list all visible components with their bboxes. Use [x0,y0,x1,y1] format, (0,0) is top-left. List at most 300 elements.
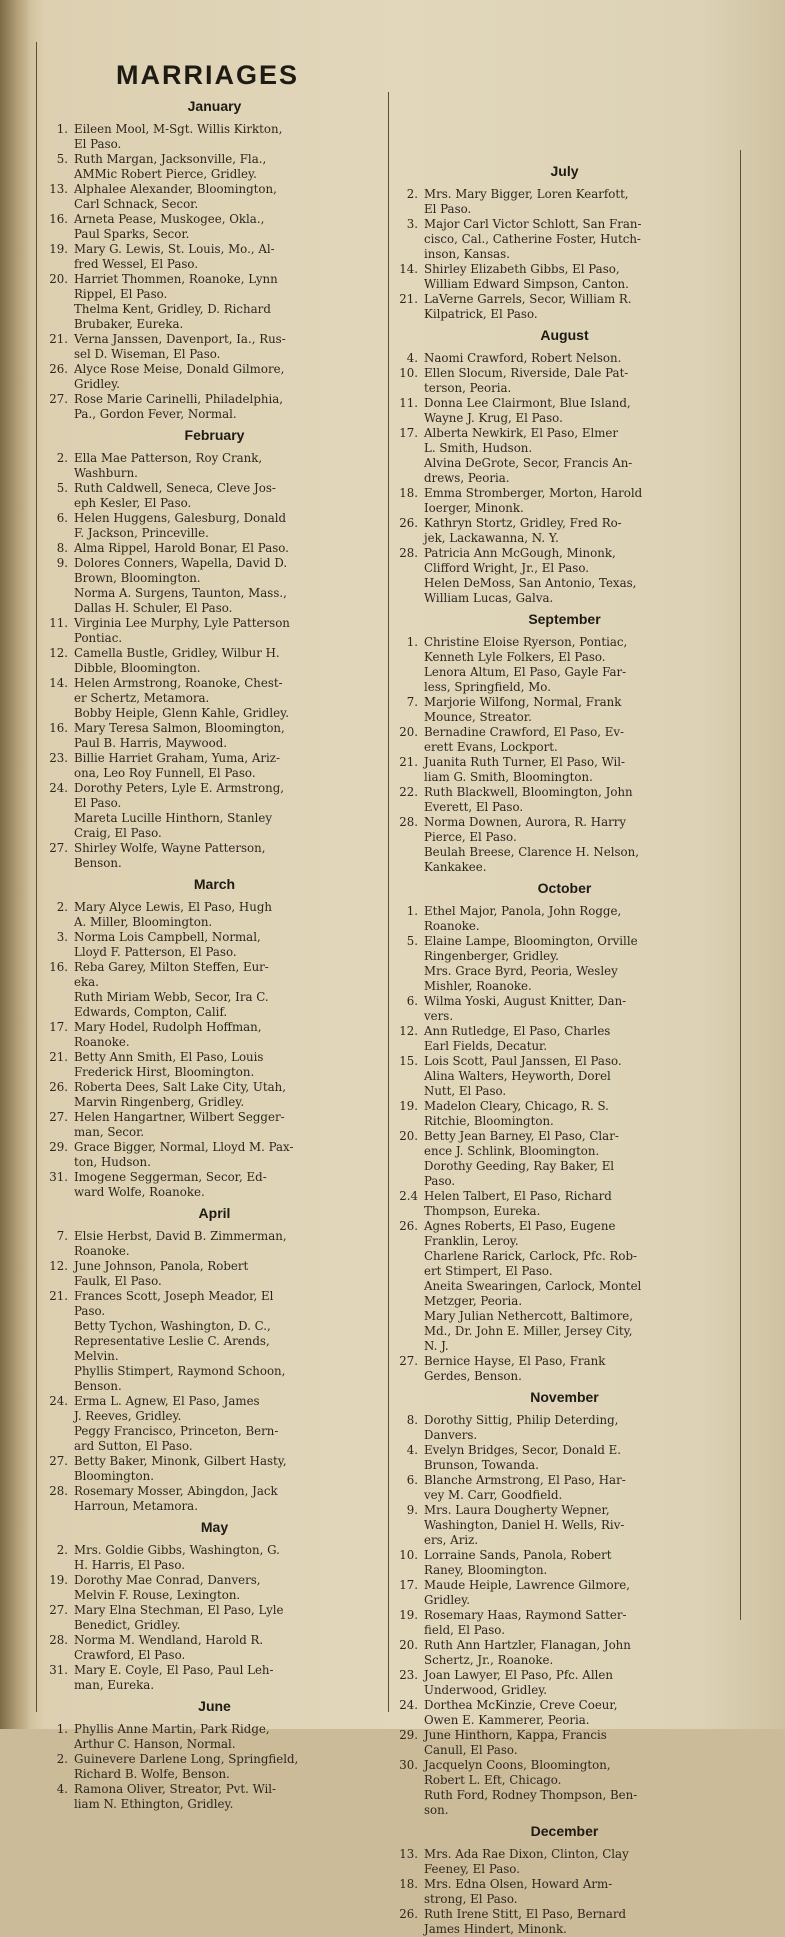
entry-day: 5. [56,152,68,166]
entry-line: Dorthea McKinzie, Creve Coeur, [424,1698,618,1712]
entry-text [74,122,387,152]
month-heading: July [550,163,579,179]
marriage-entry [42,1050,387,1080]
entry-text [424,1189,737,1219]
entry-day: 1. [56,122,68,136]
entry-day: 26. [399,1907,418,1921]
entry-line: Emma Stromberger, Morton, Harold [424,486,643,500]
entry-day: 13. [399,1847,418,1861]
entry-line: El Paso. [74,137,122,151]
marriage-entry [392,1668,737,1698]
entry-day: 27. [49,1454,68,1468]
marriage-entry [392,725,737,755]
marriage-entry [42,272,387,332]
entry-line: Roanoke. [74,1244,130,1258]
entry-day: 7. [406,695,418,709]
marriage-entry [392,1758,737,1818]
marriage-entry [42,1080,387,1110]
entry-day: 1. [406,904,418,918]
right-column [392,158,737,1937]
entry-text [424,351,737,366]
marriage-entry [42,556,387,616]
month-section [42,877,387,1200]
entry-text [424,1877,737,1907]
marriage-entry [392,262,737,292]
entry-line: Betty Baker, Minonk, Gilbert Hasty, [74,1454,287,1468]
entry-line: son. [424,1803,449,1817]
entry-text [424,516,737,546]
entry-line: Dorothy Geeding, Ray Baker, El [424,1159,615,1173]
entry-text [74,1752,387,1782]
entry-day: 6. [56,511,68,525]
entry-day: 14. [399,262,418,276]
entry-day: 28. [49,1633,68,1647]
entry-text [424,755,737,785]
entry-line: Lorraine Sands, Panola, Robert [424,1548,612,1562]
entry-day: 30. [399,1758,418,1772]
month-heading: December [530,1823,599,1839]
entry-line: Nutt, El Paso. [424,1084,507,1098]
month-section [42,1520,387,1693]
entry-line: Ritchie, Bloomington. [424,1114,554,1128]
marriage-entry [392,396,737,426]
entry-day: 2.4 [399,1189,418,1203]
month-section [42,99,387,422]
entry-text [424,1847,737,1877]
marriage-entry [42,1752,387,1782]
entry-day: 21. [49,332,68,346]
left-column-rule [36,42,37,1712]
marriage-entry [42,1543,387,1573]
entry-text [74,1050,387,1080]
marriage-entry [42,751,387,781]
marriage-entry [42,900,387,930]
entry-line: Dolores Conners, Wapella, David D. [74,556,288,570]
entry-text [424,1473,737,1503]
entry-day: 16. [49,721,68,735]
entry-line: fred Wessel, El Paso. [74,257,199,271]
entry-day: 19. [49,242,68,256]
entry-line: Mary Hodel, Rudolph Hoffman, [74,1020,262,1034]
entry-line: Peggy Francisco, Princeton, Bern- [74,1424,279,1438]
entry-text [424,292,737,322]
entry-text [74,930,387,960]
marriage-entry [42,676,387,721]
entry-line: Mary E. Coyle, El Paso, Paul Leh- [74,1663,274,1677]
entry-text [74,1020,387,1050]
entry-text [74,481,387,511]
entry-line: Maude Heiple, Lawrence Gilmore, [424,1578,630,1592]
entry-line: Ruth Irene Stitt, El Paso, Bernard [424,1907,627,1921]
entry-day: 1. [56,1722,68,1736]
marriage-entry [42,122,387,152]
entry-day: 1. [406,635,418,649]
entry-line: Underwood, Gridley. [424,1683,548,1697]
entry-line: Melvin. [74,1349,119,1363]
entry-day: 16. [49,960,68,974]
entry-day: 7. [56,1229,68,1243]
month-section [42,1206,387,1514]
entry-line: Canull, El Paso. [424,1743,518,1757]
entry-text [424,1578,737,1608]
entry-line: Jacquelyn Coons, Bloomington, [424,1758,611,1772]
entry-text [424,366,737,396]
entry-line: Joan Lawyer, El Paso, Pfc. Allen [424,1668,613,1682]
marriage-entry [42,362,387,392]
entry-line: Paul Sparks, Secor. [74,227,190,241]
entry-text [424,1443,737,1473]
marriage-entry [392,815,737,875]
marriage-entry [42,1782,387,1812]
marriage-entry [42,1020,387,1050]
entry-day: 10. [399,366,418,380]
marriage-entry [392,546,737,606]
entry-line: Rosemary Mosser, Abingdon, Jack [74,1484,278,1498]
marriage-entry [392,1189,737,1219]
entry-line: Brown, Bloomington. [74,571,201,585]
entry-line: Frances Scott, Joseph Meador, El [74,1289,274,1303]
entry-line: L. Smith, Hudson. [424,441,533,455]
entry-line: vers. [424,1009,454,1023]
entry-day: 28. [399,815,418,829]
marriage-entry [42,1603,387,1633]
entry-line: eka. [74,975,99,989]
entry-line: Lois Scott, Paul Janssen, El Paso. [424,1054,622,1068]
entry-line: eph Kesler, El Paso. [74,496,192,510]
month-section [392,328,737,606]
entry-text [424,1638,737,1668]
entry-day: 27. [49,841,68,855]
entry-text [424,546,737,606]
entry-day: 3. [56,930,68,944]
entry-day: 17. [399,426,418,440]
entry-day: 13. [49,182,68,196]
entry-line: ence J. Schlink, Bloomington. [424,1144,600,1158]
entry-text [74,1633,387,1663]
entry-line: Md., Dr. John E. Miller, Jersey City, [424,1324,633,1338]
entry-line: Pa., Gordon Fever, Normal. [74,407,237,421]
entry-line: Dibble, Bloomington. [74,661,201,675]
entry-text [424,695,737,725]
marriage-entry [42,1289,387,1394]
marriage-entry [392,1473,737,1503]
entry-line: Betty Jean Barney, El Paso, Clar- [424,1129,619,1143]
entry-line: Bernice Hayse, El Paso, Frank [424,1354,606,1368]
marriage-entry [42,212,387,242]
marriage-entry [392,187,737,217]
entry-day: 29. [399,1728,418,1742]
entry-line: inson, Kansas. [424,247,510,261]
entry-day: 2. [56,1752,68,1766]
entry-line: Verna Janssen, Davenport, Ia., Rus- [74,332,286,346]
entry-line: ton, Hudson. [74,1155,151,1169]
entry-line: Mounce, Streator. [424,710,532,724]
entry-line: Beulah Breese, Clarence H. Nelson, [424,845,639,859]
entry-line: Brubaker, Eureka. [74,317,184,331]
entry-line: Phyllis Stimpert, Raymond Schoon, [74,1364,286,1378]
entry-line: man, Eureka. [74,1678,155,1692]
entry-day: 29. [49,1140,68,1154]
entry-text [74,960,387,1020]
entry-line: liam N. Ethington, Gridley. [74,1797,234,1811]
entry-line: Mary Julian Nethercott, Baltimore, [424,1309,634,1323]
entry-line: Ioerger, Minonk. [424,501,524,515]
entry-text [74,616,387,646]
marriage-entry [42,332,387,362]
entry-day: 23. [49,751,68,765]
marriage-entry [42,1110,387,1140]
entry-line: William Edward Simpson, Canton. [424,277,629,291]
entry-text [74,1394,387,1454]
entry-line: Lloyd F. Patterson, El Paso. [74,945,237,959]
entry-day: 12. [399,1024,418,1038]
entry-day: 3. [406,217,418,231]
entry-line: Bloomington. [74,1469,154,1483]
entry-line: Lenora Altum, El Paso, Gayle Far- [424,665,627,679]
entry-day: 27. [399,1354,418,1368]
entry-line: Ruth Margan, Jacksonville, Fla., [74,152,267,166]
entry-line: Mrs. Grace Byrd, Peoria, Wesley [424,964,618,978]
entry-text [74,841,387,871]
marriage-entry [392,904,737,934]
entry-line: Gridley. [74,377,120,391]
marriage-entry [392,366,737,396]
entry-text [424,1728,737,1758]
entry-line: June Johnson, Panola, Robert [74,1259,249,1273]
entry-text [74,751,387,781]
entry-day: 11. [49,616,68,630]
entry-text [74,646,387,676]
marriage-entry [42,451,387,481]
month-heading: September [528,611,601,627]
entry-line: June Hinthorn, Kappa, Francis [424,1728,607,1742]
entry-day: 15. [399,1054,418,1068]
entry-text [74,1603,387,1633]
marriage-entry [392,755,737,785]
entry-line: LaVerne Garrels, Secor, William R. [424,292,632,306]
entry-line: Camella Bustle, Gridley, Wilbur H. [74,646,280,660]
entry-line: Alvina DeGrote, Secor, Francis An- [424,456,633,470]
entry-line: Marvin Ringenberg, Gridley. [74,1095,245,1109]
entry-line: Blanche Armstrong, El Paso, Har- [424,1473,626,1487]
entry-line: Mareta Lucille Hinthorn, Stanley [74,811,273,825]
entry-line: Benson. [74,856,122,870]
entry-day: 31. [49,1663,68,1677]
entry-day: 19. [399,1099,418,1113]
entry-text [74,1722,387,1752]
marriage-entry [392,516,737,546]
month-section [392,881,737,1384]
entry-text [424,187,737,217]
month-heading: August [540,327,589,343]
marriage-entry [392,351,737,366]
entry-text [74,1782,387,1812]
marriage-entry [392,1847,737,1877]
entry-line: Norma Lois Campbell, Normal, [74,930,261,944]
entry-line: Washburn. [74,466,138,480]
marriage-entry [392,1728,737,1758]
entry-day: 18. [399,1877,418,1891]
entry-day: 6. [406,994,418,1008]
entry-day: 4. [406,1443,418,1457]
entry-line: Benedict, Gridley. [74,1618,181,1632]
marriage-entry [392,1024,737,1054]
entry-day: 12. [49,646,68,660]
entry-line: Gridley. [424,1593,470,1607]
entry-text [424,396,737,426]
entry-line: Paso. [424,1174,456,1188]
entry-day: 21. [399,755,418,769]
entry-line: jek, Lackawanna, N. Y. [424,531,559,545]
entry-line: Helen Talbert, El Paso, Richard [424,1189,612,1203]
entry-text [74,152,387,182]
entry-line: Charlene Rarick, Carlock, Pfc. Rob- [424,1249,637,1263]
entry-line: Eileen Mool, M-Sgt. Willis Kirkton, [74,122,283,136]
entry-line: Ruth Miriam Webb, Secor, Ira C. [74,990,269,1004]
entry-day: 21. [49,1289,68,1303]
entry-line: ward Wolfe, Roanoke. [74,1185,205,1199]
entry-line: Norma M. Wendland, Harold R. [74,1633,264,1647]
entry-line: El Paso. [74,796,122,810]
entry-line: Alphalee Alexander, Bloomington, [74,182,277,196]
marriage-entry [42,841,387,871]
entry-text [424,217,737,262]
entry-line: Owen E. Kammerer, Peoria. [424,1713,590,1727]
entry-line: Alyce Rose Meise, Donald Gilmore, [74,362,285,376]
entry-line: Pontiac. [74,631,123,645]
entry-day: 16. [49,212,68,226]
entry-line: Virginia Lee Murphy, Lyle Patterson [74,616,290,630]
entry-line: Harroun, Metamora. [74,1499,198,1513]
marriage-entry [392,695,737,725]
entry-line: field, El Paso. [424,1623,505,1637]
entry-line: Mary Elna Stechman, El Paso, Lyle [74,1603,284,1617]
entry-line: Evelyn Bridges, Secor, Donald E. [424,1443,622,1457]
entry-text [424,725,737,755]
entry-line: Norma A. Surgens, Taunton, Mass., [74,586,287,600]
marriage-entry [42,511,387,541]
entry-line: Bernadine Crawford, El Paso, Ev- [424,725,625,739]
entry-line: terson, Peoria. [424,381,512,395]
entry-line: Ruth Ann Hartzler, Flanagan, John [424,1638,631,1652]
entry-line: Metzger, Peoria. [424,1294,523,1308]
marriage-entry [42,1170,387,1200]
entry-line: Richard B. Wolfe, Benson. [74,1767,230,1781]
entry-line: Representative Leslie C. Arends, [74,1334,270,1348]
marriage-entry [392,1578,737,1608]
month-heading: April [198,1205,231,1221]
marriage-entry [392,486,737,516]
entry-line: Roanoke. [74,1035,130,1049]
entry-day: 27. [49,1603,68,1617]
entry-text [424,934,737,994]
entry-text [424,1024,737,1054]
entry-text [424,994,737,1024]
entry-line: ert Stimpert, El Paso. [424,1264,553,1278]
entry-line: cisco, Cal., Catherine Foster, Hutch- [424,232,641,246]
entry-day: 27. [49,1110,68,1124]
marriage-entry [392,1548,737,1578]
entry-line: Betty Ann Smith, El Paso, Louis [74,1050,264,1064]
month-heading: January [187,98,242,114]
month-heading: November [530,1389,599,1405]
entry-line: Craig, El Paso. [74,826,162,840]
right-column-rule [740,150,741,1620]
entry-day: 20. [399,1638,418,1652]
entry-line: Feeney, El Paso. [424,1862,520,1876]
month-section [392,1824,737,1937]
entry-day: 2. [56,1543,68,1557]
entry-line: Dorothy Mae Conrad, Danvers, [74,1573,261,1587]
entry-text [424,785,737,815]
entry-day: 12. [49,1259,68,1273]
month-heading: June [198,1698,231,1714]
entry-line: vey M. Carr, Goodfield. [424,1488,563,1502]
entry-line: Major Carl Victor Schlott, San Fran- [424,217,642,231]
entry-line: Paul B. Harris, Maywood. [74,736,228,750]
entry-day: 9. [406,1503,418,1517]
marriage-entry [392,934,737,994]
entry-day: 24. [399,1698,418,1712]
entry-line: Alberta Newkirk, El Paso, Elmer [424,426,619,440]
entry-text [74,332,387,362]
month-section [42,428,387,871]
entry-line: Ethel Major, Panola, John Rogge, [424,904,622,918]
marriage-entry [42,541,387,556]
entry-line: Guinevere Darlene Long, Springfield, [74,1752,299,1766]
marriage-entry [392,1503,737,1548]
entry-text [424,1413,737,1443]
entry-day: 2. [56,900,68,914]
entry-line: Arthur C. Hanson, Normal. [74,1737,236,1751]
marriage-entry [42,781,387,841]
entry-day: 6. [406,1473,418,1487]
entry-text [424,904,737,934]
month-section [392,164,737,322]
entry-line: ard Sutton, El Paso. [74,1439,193,1453]
entry-line: Mrs. Mary Bigger, Loren Kearfott, [424,187,629,201]
entry-text [74,900,387,930]
marriage-entry [42,242,387,272]
entry-line: Rosemary Haas, Raymond Satter- [424,1608,627,1622]
marriage-entry [392,635,737,695]
entry-line: Mishler, Roanoke. [424,979,532,993]
entry-line: Thelma Kent, Gridley, D. Richard [74,302,271,316]
marriage-entry [392,1443,737,1473]
marriage-entry [42,616,387,646]
entry-line: Helen Armstrong, Roanoke, Chest- [74,676,283,690]
entry-day: 21. [49,1050,68,1064]
marriage-entry [42,1454,387,1484]
entry-line: Frederick Hirst, Bloomington. [74,1065,255,1079]
month-heading: February [184,427,245,443]
entry-line: Rose Marie Carinelli, Philadelphia, [74,392,284,406]
entry-text [74,676,387,721]
entry-day: 14. [49,676,68,690]
entry-day: 28. [49,1484,68,1498]
entry-line: Mrs. Edna Olsen, Howard Arm- [424,1877,613,1891]
entry-line: H. Harris, El Paso. [74,1558,185,1572]
entry-text [74,541,387,556]
entry-line: Helen Hangartner, Wilbert Segger- [74,1110,285,1124]
entry-line: ona, Leo Roy Funnell, El Paso. [74,766,256,780]
entry-text [424,1907,737,1937]
entry-text [74,182,387,212]
entry-text [74,1259,387,1289]
entry-day: 5. [406,934,418,948]
entry-line: Dorothy Sittig, Philip Deterding, [424,1413,619,1427]
entry-line: Crawford, El Paso. [74,1648,186,1662]
